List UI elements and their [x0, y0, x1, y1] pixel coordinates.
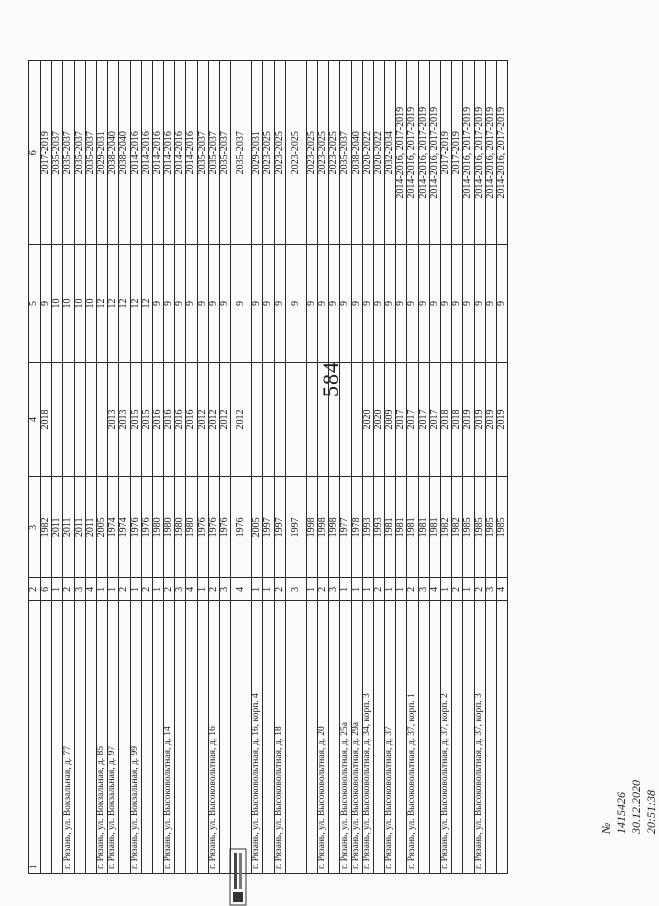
year-cell: 1985: [463, 477, 474, 578]
life-cell: 9: [175, 245, 186, 362]
number-cell: 1: [441, 578, 452, 601]
period-cell: 2014-2016: [141, 61, 152, 245]
year-cell: 1998: [306, 477, 317, 578]
table-row: [340, 61, 351, 874]
plan-cell: [351, 362, 362, 477]
address-cell: [175, 601, 186, 874]
table-row: [164, 61, 175, 874]
table-row: [485, 61, 496, 874]
number-cell: 3: [485, 578, 496, 601]
header-cell: 4: [29, 362, 41, 477]
period-cell: 2035-2037: [52, 61, 63, 245]
period-cell: 2014-2016, 2017-2019: [418, 61, 429, 245]
year-cell: 1981: [396, 477, 407, 578]
life-cell: 10: [63, 245, 74, 362]
address-cell: [485, 601, 496, 874]
plan-cell: 2012: [231, 362, 252, 477]
year-cell: 1997: [274, 477, 285, 578]
year-cell: 1974: [119, 477, 130, 578]
plan-cell: [63, 362, 74, 477]
life-cell: 9: [385, 245, 396, 362]
address-cell: г. Рязань, ул. Высоковольтная, д. 16: [208, 601, 219, 874]
year-cell: 2011: [85, 477, 96, 578]
period-cell: 2023-2025: [317, 61, 328, 245]
year-cell: 1976: [208, 477, 219, 578]
year-cell: 1981: [429, 477, 440, 578]
plan-cell: 2017: [429, 362, 440, 477]
table-row: [186, 61, 197, 874]
address-cell: [41, 601, 52, 874]
plan-cell: 2016: [164, 362, 175, 477]
period-cell: 2014-2016, 2017-2019: [429, 61, 440, 245]
table-row: [63, 61, 74, 874]
address-cell: г. Рязань, ул. Вокзальная, д. 77: [63, 601, 74, 874]
address-cell: [285, 601, 306, 874]
number-cell: 3: [285, 578, 306, 601]
table-row: [373, 61, 384, 874]
table-row: [362, 61, 373, 874]
address-cell: [373, 601, 384, 874]
life-cell: 9: [340, 245, 351, 362]
life-cell: 9: [231, 245, 252, 362]
number-cell: 3: [329, 578, 340, 601]
address-cell: [74, 601, 85, 874]
number-cell: 1: [463, 578, 474, 601]
number-cell: 1: [152, 578, 163, 601]
plan-cell: 2020: [373, 362, 384, 477]
year-cell: 1998: [329, 477, 340, 578]
page-number: 584: [318, 361, 343, 397]
plan-cell: [96, 362, 107, 477]
number-cell: 2: [63, 578, 74, 601]
number-cell: 1: [130, 578, 141, 601]
header-cell: 2: [29, 578, 41, 601]
address-cell: [452, 601, 463, 874]
period-cell: 2020-2022: [362, 61, 373, 245]
plan-cell: [317, 362, 328, 477]
year-cell: 1982: [441, 477, 452, 578]
year-cell: 1980: [175, 477, 186, 578]
number-cell: 4: [186, 578, 197, 601]
life-cell: 12: [96, 245, 107, 362]
life-cell: 10: [74, 245, 85, 362]
period-cell: 2023-2025: [285, 61, 306, 245]
plan-cell: [263, 362, 274, 477]
address-cell: [141, 601, 152, 874]
period-cell: 2035-2037: [208, 61, 219, 245]
period-cell: 2035-2037: [231, 61, 252, 245]
year-cell: 2005: [252, 477, 263, 578]
period-cell: 2017-2019: [41, 61, 52, 245]
life-cell: 9: [496, 245, 507, 362]
number-cell: 4: [429, 578, 440, 601]
number-cell: 1: [385, 578, 396, 601]
header-cell: 3: [29, 477, 41, 578]
plan-cell: 2019: [474, 362, 485, 477]
table-row: [175, 61, 186, 874]
life-cell: 9: [306, 245, 317, 362]
table-row: [351, 61, 362, 874]
year-cell: 1985: [496, 477, 507, 578]
life-cell: 9: [285, 245, 306, 362]
number-cell: 1: [96, 578, 107, 601]
plan-cell: 2019: [485, 362, 496, 477]
life-cell: 10: [85, 245, 96, 362]
address-cell: [496, 601, 507, 874]
plan-cell: [306, 362, 317, 477]
year-cell: 2011: [63, 477, 74, 578]
number-cell: 3: [74, 578, 85, 601]
table-row: [119, 61, 130, 874]
year-cell: 2011: [52, 477, 63, 578]
address-cell: [119, 601, 130, 874]
life-cell: 9: [452, 245, 463, 362]
table-row: [452, 61, 463, 874]
life-cell: 9: [429, 245, 440, 362]
address-cell: [231, 601, 252, 874]
plan-cell: 2015: [130, 362, 141, 477]
life-cell: 9: [274, 245, 285, 362]
number-cell: 2: [119, 578, 130, 601]
address-cell: г. Рязань, ул. Высоковольтная, д. 29а: [351, 601, 362, 874]
address-cell: [263, 601, 274, 874]
plan-cell: [329, 362, 340, 477]
plan-cell: [252, 362, 263, 477]
document-stamp: № 1415426 30.12.2020 20:51:38: [599, 780, 658, 834]
life-cell: 12: [108, 245, 119, 362]
plan-cell: 2018: [441, 362, 452, 477]
number-cell: 4: [496, 578, 507, 601]
address-cell: [152, 601, 163, 874]
number-cell: 1: [351, 578, 362, 601]
year-cell: 1981: [418, 477, 429, 578]
life-cell: 12: [119, 245, 130, 362]
year-cell: 1980: [152, 477, 163, 578]
year-cell: 1993: [362, 477, 373, 578]
period-cell: 2032-2034: [385, 61, 396, 245]
number-cell: 2: [474, 578, 485, 601]
year-cell: 1985: [474, 477, 485, 578]
period-cell: 2014-2016, 2017-2019: [407, 61, 418, 245]
period-cell: 2014-2016: [152, 61, 163, 245]
period-cell: 2023-2025: [306, 61, 317, 245]
plan-cell: [285, 362, 306, 477]
address-cell: г. Рязань, ул. Вокзальная, д. 85: [96, 601, 107, 874]
logo-icon: [228, 848, 248, 906]
number-cell: 1: [52, 578, 63, 601]
period-cell: 2014-2016: [186, 61, 197, 245]
period-cell: 2023-2025: [274, 61, 285, 245]
plan-cell: 2013: [108, 362, 119, 477]
plan-cell: 2017: [418, 362, 429, 477]
table-row: [274, 61, 285, 874]
address-cell: г. Рязань, ул. Высоковольтная, д. 18: [274, 601, 285, 874]
table-row: [231, 61, 252, 874]
plan-cell: 2012: [208, 362, 219, 477]
period-cell: 2035-2037: [197, 61, 208, 245]
table-row: [285, 61, 306, 874]
address-cell: г. Рязань, ул. Высоковольтная, д. 25а: [340, 601, 351, 874]
plan-cell: 2012: [220, 362, 231, 477]
period-cell: 2035-2037: [340, 61, 351, 245]
address-cell: [186, 601, 197, 874]
life-cell: 9: [407, 245, 418, 362]
life-cell: 12: [141, 245, 152, 362]
rotated-table-container: [28, 60, 508, 874]
period-cell: 2017-2019: [452, 61, 463, 245]
address-cell: г. Рязань, ул. Высоковольтная, д. 37, корп. 1: [407, 601, 418, 874]
number-cell: 2: [452, 578, 463, 601]
table-row: [463, 61, 474, 874]
number-cell: 1: [340, 578, 351, 601]
table-row: [329, 61, 340, 874]
life-cell: 9: [351, 245, 362, 362]
address-cell: [429, 601, 440, 874]
period-cell: 2014-2016: [175, 61, 186, 245]
plan-cell: 2019: [463, 362, 474, 477]
plan-cell: 2018: [41, 362, 52, 477]
number-cell: 2: [141, 578, 152, 601]
plan-cell: [52, 362, 63, 477]
year-cell: 1978: [351, 477, 362, 578]
address-cell: г. Рязань, ул. Высоковольтная, д. 20: [317, 601, 328, 874]
period-cell: 2038-2040: [108, 61, 119, 245]
period-cell: 2029-2031: [96, 61, 107, 245]
life-cell: 9: [418, 245, 429, 362]
address-cell: [306, 601, 317, 874]
table-row: [96, 61, 107, 874]
period-cell: 2014-2016, 2017-2019: [463, 61, 474, 245]
plan-cell: 2015: [141, 362, 152, 477]
year-cell: 1980: [186, 477, 197, 578]
table-row: [317, 61, 328, 874]
period-cell: 2035-2037: [74, 61, 85, 245]
table-row: [474, 61, 485, 874]
plan-cell: 2016: [186, 362, 197, 477]
table-row: [85, 61, 96, 874]
number-cell: 1: [306, 578, 317, 601]
year-cell: 1981: [407, 477, 418, 578]
header-cell: 1: [29, 601, 41, 874]
period-cell: 2014-2016: [164, 61, 175, 245]
life-cell: 9: [485, 245, 496, 362]
table-row: [52, 61, 63, 874]
address-cell: [329, 601, 340, 874]
year-cell: 1981: [385, 477, 396, 578]
address-cell: [220, 601, 231, 874]
life-cell: 10: [52, 245, 63, 362]
year-cell: 1974: [108, 477, 119, 578]
life-cell: 9: [164, 245, 175, 362]
year-cell: 1993: [373, 477, 384, 578]
period-cell: 2017-2019: [441, 61, 452, 245]
number-cell: 3: [175, 578, 186, 601]
table-row: [407, 61, 418, 874]
table-row: [41, 61, 52, 874]
plan-cell: [85, 362, 96, 477]
life-cell: 9: [41, 245, 52, 362]
period-cell: 2014-2016, 2017-2019: [396, 61, 407, 245]
header-cell: 5: [29, 245, 41, 362]
address-cell: [52, 601, 63, 874]
life-cell: 9: [396, 245, 407, 362]
period-cell: 2014-2016, 2017-2019: [496, 61, 507, 245]
table-row: [429, 61, 440, 874]
plan-cell: 2018: [452, 362, 463, 477]
table-row: [252, 61, 263, 874]
number-cell: 1: [252, 578, 263, 601]
plan-cell: 2017: [396, 362, 407, 477]
life-cell: 9: [152, 245, 163, 362]
period-cell: 2014-2016: [130, 61, 141, 245]
address-cell: [463, 601, 474, 874]
number-cell: 2: [208, 578, 219, 601]
plan-cell: 2017: [407, 362, 418, 477]
year-cell: 1976: [197, 477, 208, 578]
table-row: [74, 61, 85, 874]
life-cell: 9: [329, 245, 340, 362]
life-cell: 9: [317, 245, 328, 362]
table-row: [396, 61, 407, 874]
year-cell: 1980: [164, 477, 175, 578]
year-cell: 1998: [317, 477, 328, 578]
table-row: [441, 61, 452, 874]
address-cell: г. Рязань, ул. Вокзальная, д. 99: [130, 601, 141, 874]
life-cell: 12: [130, 245, 141, 362]
life-cell: 9: [197, 245, 208, 362]
period-cell: 2023-2025: [329, 61, 340, 245]
year-cell: 1997: [285, 477, 306, 578]
number-cell: 1: [362, 578, 373, 601]
life-cell: 9: [463, 245, 474, 362]
address-cell: г. Рязань, ул. Высоковольтная, д. 34, корп. 3: [362, 601, 373, 874]
number-cell: 2: [373, 578, 384, 601]
year-cell: 1976: [141, 477, 152, 578]
period-cell: 2014-2016, 2017-2019: [474, 61, 485, 245]
plan-cell: 2009: [385, 362, 396, 477]
number-cell: 1: [396, 578, 407, 601]
period-cell: 2014-2016, 2017-2019: [485, 61, 496, 245]
life-cell: 9: [441, 245, 452, 362]
life-cell: 9: [263, 245, 274, 362]
plan-cell: 2012: [197, 362, 208, 477]
address-cell: [85, 601, 96, 874]
table-row: [263, 61, 274, 874]
year-cell: 1976: [130, 477, 141, 578]
address-cell: [197, 601, 208, 874]
plan-cell: 2019: [496, 362, 507, 477]
table-row: [220, 61, 231, 874]
number-cell: 2: [317, 578, 328, 601]
life-cell: 9: [373, 245, 384, 362]
number-cell: 3: [418, 578, 429, 601]
number-cell: 1: [197, 578, 208, 601]
plan-cell: 2016: [152, 362, 163, 477]
year-cell: 1982: [41, 477, 52, 578]
period-cell: 2020-2022: [373, 61, 384, 245]
life-cell: 9: [220, 245, 231, 362]
address-cell: г. Рязань, ул. Высоковольтная, д. 37: [385, 601, 396, 874]
number-cell: 1: [108, 578, 119, 601]
life-cell: 9: [208, 245, 219, 362]
year-cell: 2011: [74, 477, 85, 578]
number-cell: 2: [274, 578, 285, 601]
number-cell: 4: [85, 578, 96, 601]
plan-cell: [74, 362, 85, 477]
number-cell: 1: [263, 578, 274, 601]
plan-cell: [340, 362, 351, 477]
period-cell: 2035-2037: [220, 61, 231, 245]
number-cell: 4: [231, 578, 252, 601]
life-cell: 9: [186, 245, 197, 362]
year-cell: 1976: [231, 477, 252, 578]
year-cell: 1976: [220, 477, 231, 578]
table-row: [418, 61, 429, 874]
header-cell: 6: [29, 61, 41, 245]
address-cell: г. Рязань, ул. Высоковольтная, д. 14: [164, 601, 175, 874]
address-cell: г. Рязань, ул. Высоковольтная, д. 16, корп. 4: [252, 601, 263, 874]
table-row: [197, 61, 208, 874]
year-cell: 2005: [96, 477, 107, 578]
life-cell: 9: [362, 245, 373, 362]
period-cell: 2038-2040: [119, 61, 130, 245]
address-cell: [418, 601, 429, 874]
table-row: [152, 61, 163, 874]
period-cell: 2029-2031: [252, 61, 263, 245]
table-row: [385, 61, 396, 874]
table-row: [306, 61, 317, 874]
number-cell: 6: [41, 578, 52, 601]
table-row: [496, 61, 507, 874]
period-cell: 2038-2040: [351, 61, 362, 245]
year-cell: 1985: [485, 477, 496, 578]
table-row: [208, 61, 219, 874]
number-cell: 3: [220, 578, 231, 601]
plan-cell: 2013: [119, 362, 130, 477]
address-cell: г. Рязань, ул. Высоковольтная, д. 37, корп. 3: [474, 601, 485, 874]
address-cell: [396, 601, 407, 874]
plan-cell: 2020: [362, 362, 373, 477]
year-cell: 1977: [340, 477, 351, 578]
plan-cell: [274, 362, 285, 477]
table-header-row: [29, 61, 41, 874]
period-cell: 2023-2025: [263, 61, 274, 245]
housing-table: [28, 60, 508, 874]
period-cell: 2035-2037: [63, 61, 74, 245]
year-cell: 1997: [263, 477, 274, 578]
number-cell: 2: [164, 578, 175, 601]
life-cell: 9: [252, 245, 263, 362]
life-cell: 9: [474, 245, 485, 362]
address-cell: г. Рязань, ул. Высоковольтная, д. 37, корп. 2: [441, 601, 452, 874]
number-cell: 2: [407, 578, 418, 601]
plan-cell: 2016: [175, 362, 186, 477]
table-row: [130, 61, 141, 874]
table-row: [141, 61, 152, 874]
year-cell: 1982: [452, 477, 463, 578]
table-row: [108, 61, 119, 874]
period-cell: 2035-2037: [85, 61, 96, 245]
address-cell: г. Рязань, ул. Вокзальная, д. 97: [108, 601, 119, 874]
